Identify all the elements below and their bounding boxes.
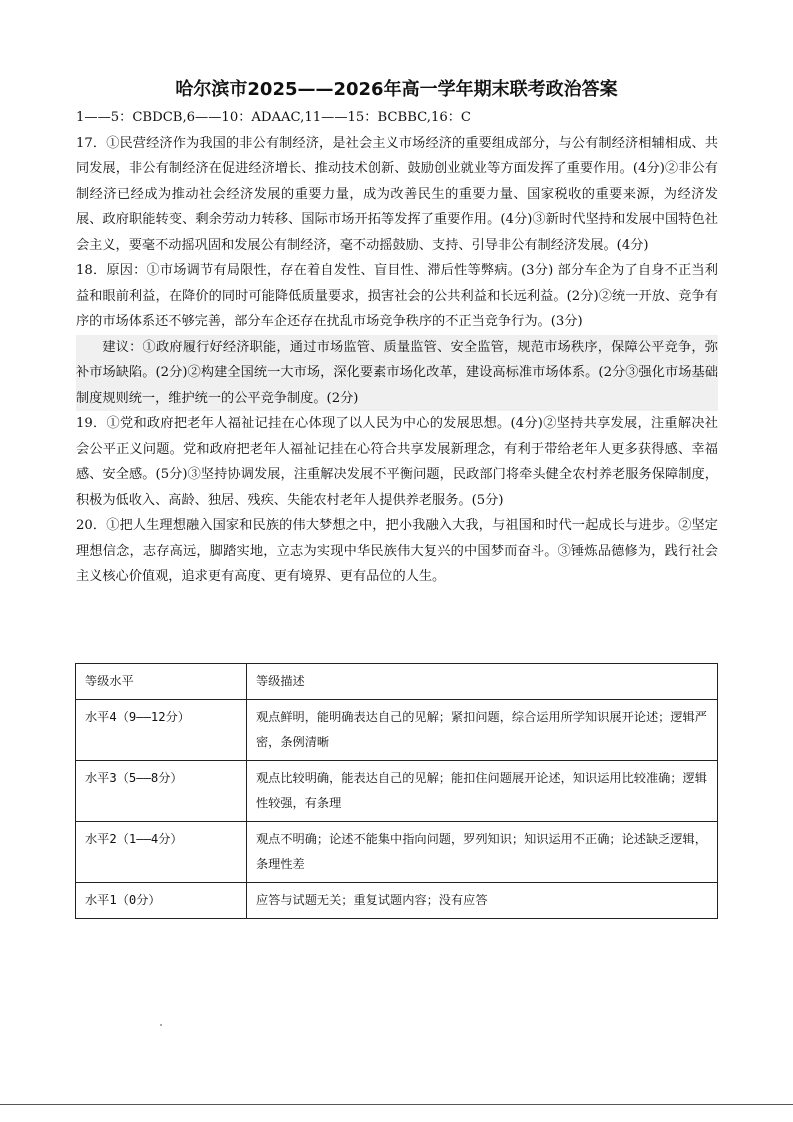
- grade-level: 水平2（1——4分）: [76, 822, 247, 883]
- grade-description: 观点不明确；论述不能集中指向问题，罗列知识；知识运用不正确；论述缺乏逻辑，条理性差: [247, 822, 718, 883]
- page-title: 哈尔滨市2025——2026年高一学年期末联考政治答案: [175, 79, 618, 100]
- question-17-answer: 17．①民营经济作为我国的非公有制经济，是社会主义市场经济的重要组成部分，与公有制经济相辅相成、共同发展，非公有制经济在促进经济增长、推动技术创新、鼓励创业就业等方面发挥了重要作用。(4分)②非公有制经济已经成为推动社会经济发展的重要力量，成为改善民生的重要力量、国家税收的重要来源，为经济发展、政府职能转变、剩余劳动力转移、国际市场开拓等发挥了重要作用。(4分)③新时代坚持和发展中国特色社会主义，要毫不动摇巩固和发展公有制经济，毫不动摇鼓励、支持、引导非公有制经济发展。(4分): [76, 135, 718, 253]
- table-header-row: [76, 664, 718, 700]
- grade-level: 水平4（9——12分）: [76, 700, 247, 761]
- table-row: [76, 883, 718, 919]
- grade-level: 水平3（5——8分）: [76, 761, 247, 822]
- question-20-answer: 20．①把人生理想融入国家和民族的伟大梦想之中，把小我融入大我，与祖国和时代一起成长与进步。②坚定理想信念，志存高远，脚踏实地，立志为实现中华民族伟大复兴的中国梦而奋斗。③锤炼品德修为，践行社会主义核心价值观，追求更有高度、更有境界、更有品位的人生。: [76, 518, 718, 584]
- table-row: [76, 761, 718, 822]
- grade-description: 应答与试题无关；重复试题内容；没有应答: [247, 883, 718, 919]
- answer-body: [76, 105, 718, 590]
- table-header-description: 等级描述: [247, 664, 718, 700]
- table-row: [76, 700, 718, 761]
- grade-level: 水平1（0分）: [76, 883, 247, 919]
- grading-table: [75, 663, 718, 919]
- grade-description: 观点比较明确，能表达自己的见解；能扣住问题展开论述，知识运用比较准确；逻辑性较强，有条理: [247, 761, 718, 822]
- multiple-choice-answers: 1——5：CBDCB,6——10：ADAAC,11——15：BCBBC,16：C: [76, 110, 472, 125]
- question-18-suggestion: 建议：①政府履行好经济职能，通过市场监管、质量监管、安全监管，规范市场秩序，保障公平竞争，弥补市场缺陷。(2分)②构建全国统一大市场，深化要素市场化改革，建设高标准市场体系。(2分③强化市场基础制度规则统一，维护统一的公平竞争制度。(2分): [76, 335, 718, 412]
- question-19-answer: 19．①党和政府把老年人福祉记挂在心体现了以人民为中心的发展思想。(4分)②坚持共享发展，注重解决社会公平正义问题。党和政府把老年人福祉记挂在心符合共享发展新理念，有利于带给老年人更多获得感、幸福感、安全感。(5分)③坚持协调发展，注重解决发展不平衡问题，民政部门将牵头健全农村养老服务保障制度，积极为低收入、高龄、独居、残疾、失能农村老年人提供养老服务。(5分): [76, 416, 718, 508]
- question-18-reason: 18．原因：①市场调节有局限性，存在着自发性、盲目性、滞后性等弊病。(3分) 部分车企为了自身不正当利益和眼前利益，在降价的同时可能降低质量要求，损害社会的公共利益和长远利益。(2分)②统一开放、竞争有序的市场体系还不够完善，部分车企还存在扰乱市场竞争秩序的不正当竞争行为。(3分): [76, 263, 718, 329]
- stray-mark: [160, 1024, 162, 1026]
- table-header-level: 等级水平: [76, 664, 247, 700]
- page-bottom-divider: [0, 1104, 793, 1105]
- table-row: [76, 822, 718, 883]
- grade-description: 观点鲜明，能明确表达自己的见解；紧扣问题，综合运用所学知识展开论述；逻辑严密，条例清晰: [247, 700, 718, 761]
